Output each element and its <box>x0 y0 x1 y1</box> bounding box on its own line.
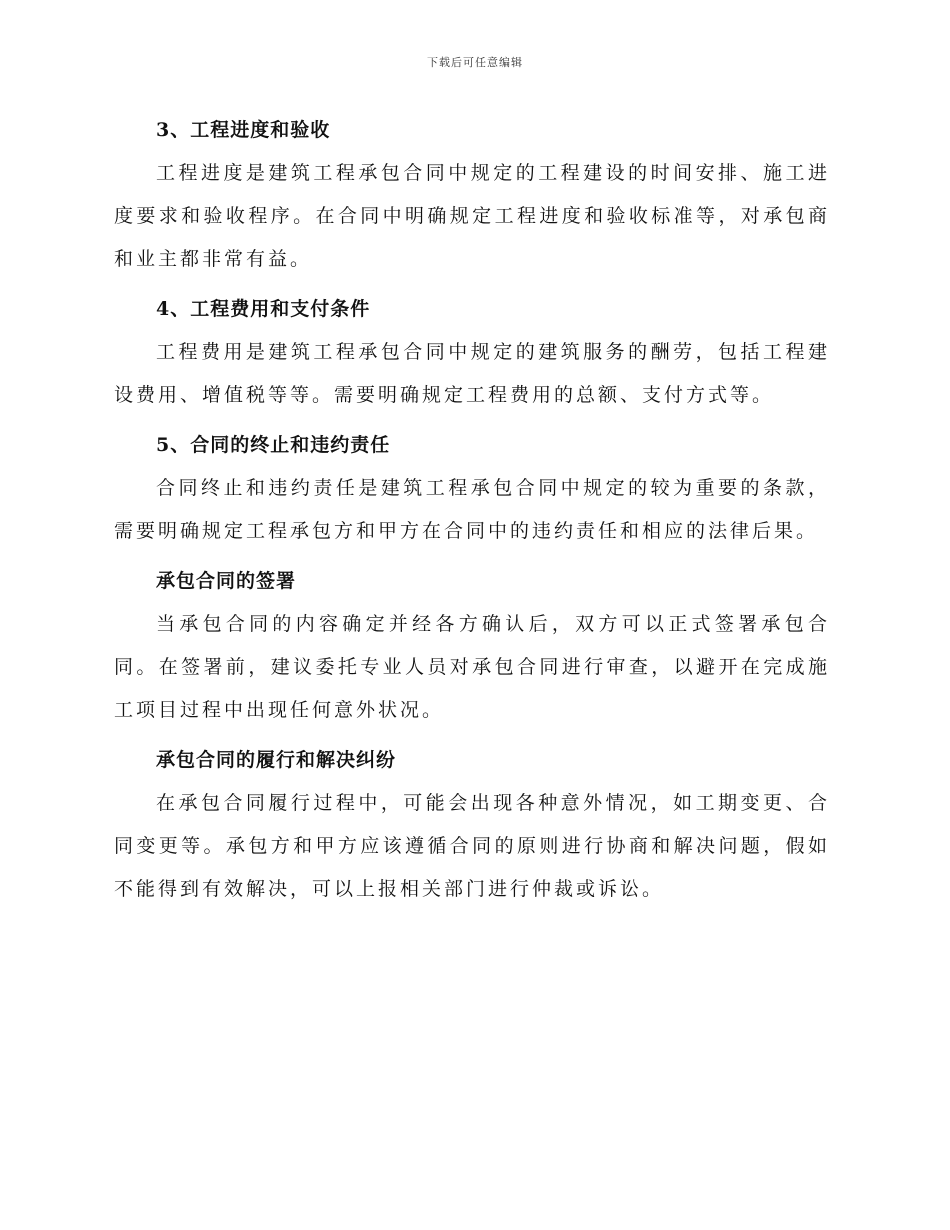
section-heading-fees: 4、工程费用和支付条件 <box>156 298 371 320</box>
section-heading-signing: 承包合同的签署 <box>156 570 297 592</box>
section-paragraph-termination: 合同终止和违约责任是建筑工程承包合同中规定的较为重要的条款，需要明确规定工程承包方和甲方在合同中的违约责任和相应的法律后果。 <box>114 477 830 542</box>
section-paragraph-disputes: 在承包合同履行过程中，可能会出现各种意外情况，如工期变更、合同变更等。承包方和甲方应该遵循合同的原则进行协商和解决问题，假如不能得到有效解决，可以上报相关部门进行仲裁或诉讼。 <box>114 792 830 900</box>
section-paragraph-signing: 当承包合同的内容确定并经各方确认后，双方可以正式签署承包合同。在签署前，建议委托专业人员对承包合同进行审查，以避开在完成施工项目过程中出现任何意外状况。 <box>114 613 830 721</box>
section-heading-progress: 3、工程进度和验收 <box>156 119 331 141</box>
page-header: 下载后可任意编辑 <box>427 56 523 69</box>
section-paragraph-progress: 工程进度是建筑工程承包合同中规定的工程建设的时间安排、施工进度要求和验收程序。在合同中明确规定工程进度和验收标准等，对承包商和业主都非常有益。 <box>114 162 830 270</box>
document-body <box>114 108 830 917</box>
section-paragraph-fees: 工程费用是建筑工程承包合同中规定的建筑服务的酬劳，包括工程建设费用、增值税等等。需要明确规定工程费用的总额、支付方式等。 <box>114 341 830 406</box>
section-heading-termination: 5、合同的终止和违约责任 <box>156 434 391 456</box>
section-heading-disputes: 承包合同的履行和解决纠纷 <box>156 749 397 771</box>
